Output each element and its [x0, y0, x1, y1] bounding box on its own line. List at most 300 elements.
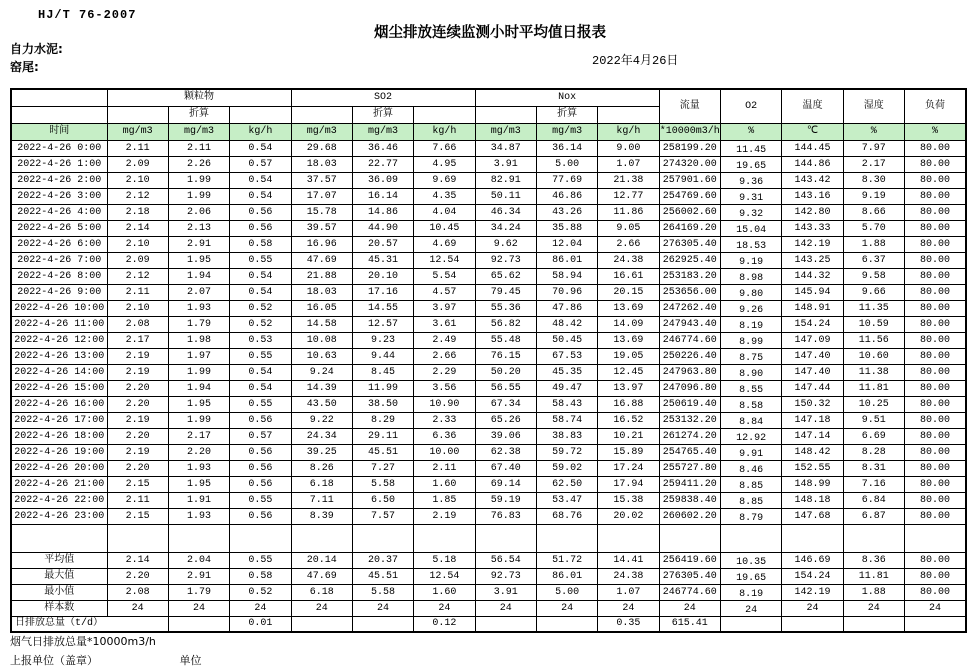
value-cell: 65.62 — [475, 268, 536, 284]
value-cell: 50.11 — [475, 188, 536, 204]
value-cell: 3.97 — [414, 300, 475, 316]
summary-value-cell: 24 — [168, 600, 229, 616]
value-cell: 76.15 — [475, 348, 536, 364]
value-cell: 0.54 — [230, 188, 291, 204]
value-cell: 58.43 — [536, 396, 597, 412]
value-cell: 259838.40 — [659, 492, 720, 508]
value-cell: 21.88 — [291, 268, 352, 284]
daily-total-value-cell — [536, 616, 597, 632]
value-cell: 47.69 — [291, 252, 352, 268]
table-row — [11, 236, 966, 252]
value-cell: 1.60 — [414, 476, 475, 492]
value-cell: 0.56 — [230, 444, 291, 460]
value-cell: 247963.80 — [659, 364, 720, 380]
table-row — [11, 412, 966, 428]
summary-value-cell: 20.14 — [291, 552, 352, 568]
value-cell: 0.57 — [230, 156, 291, 172]
daily-total-label: 日排放总量（t/d） — [11, 616, 168, 632]
value-cell: 2.66 — [598, 236, 659, 252]
value-cell: 4.57 — [414, 284, 475, 300]
corner-cell — [11, 89, 107, 106]
footer — [10, 633, 202, 668]
value-cell: 16.88 — [598, 396, 659, 412]
value-cell: 9.91 — [720, 444, 781, 460]
value-cell: 35.88 — [536, 220, 597, 236]
value-cell: 1.93 — [168, 460, 229, 476]
time-cell: 2022-4-26 7:00 — [11, 252, 107, 268]
value-cell: 48.42 — [536, 316, 597, 332]
value-cell: 9.66 — [843, 284, 904, 300]
value-cell: 17.94 — [598, 476, 659, 492]
value-cell: 2.09 — [107, 156, 168, 172]
value-cell: 9.58 — [843, 268, 904, 284]
time-cell: 2022-4-26 13:00 — [11, 348, 107, 364]
value-cell: 1.99 — [168, 412, 229, 428]
summary-value-cell: 11.81 — [843, 568, 904, 584]
time-cell: 2022-4-26 17:00 — [11, 412, 107, 428]
value-cell: 0.55 — [230, 252, 291, 268]
time-cell: 2022-4-26 19:00 — [11, 444, 107, 460]
value-cell: 80.00 — [904, 412, 966, 428]
time-cell: 2022-4-26 4:00 — [11, 204, 107, 220]
value-cell: 80.00 — [904, 140, 966, 156]
empty-cell — [720, 524, 781, 552]
value-cell: 55.48 — [475, 332, 536, 348]
value-cell: 246774.60 — [659, 332, 720, 348]
value-cell: 0.57 — [230, 428, 291, 444]
col-header-load: 负荷 — [904, 89, 966, 123]
value-cell: 77.69 — [536, 172, 597, 188]
value-cell: 3.91 — [475, 156, 536, 172]
value-cell: 80.00 — [904, 332, 966, 348]
value-cell: 6.37 — [843, 252, 904, 268]
value-cell: 9.80 — [720, 284, 781, 300]
value-cell: 8.98 — [720, 268, 781, 284]
value-cell: 0.55 — [230, 492, 291, 508]
value-cell: 1.07 — [598, 156, 659, 172]
summary-value-cell: 2.91 — [168, 568, 229, 584]
value-cell: 0.58 — [230, 236, 291, 252]
value-cell: 68.76 — [536, 508, 597, 524]
report-date: 2022年4月26日 — [592, 54, 679, 68]
value-cell: 2.17 — [843, 156, 904, 172]
time-cell: 2022-4-26 1:00 — [11, 156, 107, 172]
value-cell: 8.58 — [720, 396, 781, 412]
value-cell: 13.69 — [598, 332, 659, 348]
summary-value-cell: 6.18 — [291, 584, 352, 600]
time-cell: 2022-4-26 15:00 — [11, 380, 107, 396]
value-cell: 9.19 — [843, 188, 904, 204]
daily-total-value-cell — [352, 616, 413, 632]
summary-value-cell: 1.07 — [598, 584, 659, 600]
value-cell: 15.38 — [598, 492, 659, 508]
value-cell: 2.13 — [168, 220, 229, 236]
value-cell: 259411.20 — [659, 476, 720, 492]
table-row — [11, 204, 966, 220]
value-cell: 9.36 — [720, 172, 781, 188]
value-cell: 2.17 — [168, 428, 229, 444]
value-cell: 5.54 — [414, 268, 475, 284]
unit-cell: % — [904, 123, 966, 140]
value-cell: 7.27 — [352, 460, 413, 476]
summary-value-cell: 12.54 — [414, 568, 475, 584]
value-cell: 8.19 — [720, 316, 781, 332]
value-cell: 2.33 — [414, 412, 475, 428]
value-cell: 10.63 — [291, 348, 352, 364]
table-row — [11, 156, 966, 172]
unit-cell: mg/m3 — [352, 123, 413, 140]
value-cell: 2.29 — [414, 364, 475, 380]
summary-value-cell: 24 — [107, 600, 168, 616]
daily-total-value-cell: 0.12 — [414, 616, 475, 632]
value-cell: 2.19 — [107, 444, 168, 460]
value-cell: 1.94 — [168, 380, 229, 396]
summary-value-cell: 0.55 — [230, 552, 291, 568]
summary-value-cell: 56.54 — [475, 552, 536, 568]
value-cell: 59.72 — [536, 444, 597, 460]
value-cell: 4.69 — [414, 236, 475, 252]
time-cell: 2022-4-26 20:00 — [11, 460, 107, 476]
value-cell: 1.94 — [168, 268, 229, 284]
value-cell: 10.60 — [843, 348, 904, 364]
value-cell: 67.34 — [475, 396, 536, 412]
daily-total-value-cell — [843, 616, 904, 632]
time-cell: 2022-4-26 6:00 — [11, 236, 107, 252]
value-cell: 5.00 — [536, 156, 597, 172]
value-cell: 6.69 — [843, 428, 904, 444]
value-cell: 2.19 — [414, 508, 475, 524]
table-row — [11, 428, 966, 444]
empty-cell — [598, 106, 659, 123]
table-row — [11, 396, 966, 412]
value-cell: 8.85 — [720, 492, 781, 508]
unit-label: 单位 — [179, 654, 202, 667]
value-cell: 86.01 — [536, 252, 597, 268]
unit-cell: kg/h — [414, 123, 475, 140]
col-header-flow: 流量 — [659, 89, 720, 123]
summary-value-cell: 24 — [475, 600, 536, 616]
empty-cell — [11, 106, 107, 123]
value-cell: 145.94 — [782, 284, 843, 300]
value-cell: 2.11 — [107, 492, 168, 508]
summary-value-cell: 3.91 — [475, 584, 536, 600]
summary-value-cell: 8.36 — [843, 552, 904, 568]
value-cell: 80.00 — [904, 220, 966, 236]
value-cell: 1.97 — [168, 348, 229, 364]
summary-value-cell: 246774.60 — [659, 584, 720, 600]
time-cell: 2022-4-26 11:00 — [11, 316, 107, 332]
value-cell: 4.35 — [414, 188, 475, 204]
summary-value-cell: 8.19 — [720, 584, 781, 600]
value-cell: 147.44 — [782, 380, 843, 396]
summary-value-cell: 24 — [414, 600, 475, 616]
value-cell: 80.00 — [904, 364, 966, 380]
summary-label: 样本数 — [11, 600, 107, 616]
value-cell: 143.42 — [782, 172, 843, 188]
value-cell: 80.00 — [904, 396, 966, 412]
table-row — [11, 380, 966, 396]
table-row — [11, 268, 966, 284]
summary-value-cell: 24 — [291, 600, 352, 616]
value-cell: 10.08 — [291, 332, 352, 348]
daily-total-value-cell: 615.41 — [659, 616, 720, 632]
time-cell: 2022-4-26 12:00 — [11, 332, 107, 348]
daily-total-value-cell — [291, 616, 352, 632]
value-cell: 2.20 — [107, 428, 168, 444]
value-cell: 258199.20 — [659, 140, 720, 156]
table-row — [11, 508, 966, 524]
empty-cell — [414, 524, 475, 552]
value-cell: 144.45 — [782, 140, 843, 156]
value-cell: 12.04 — [536, 236, 597, 252]
summary-value-cell: 256419.60 — [659, 552, 720, 568]
value-cell: 247096.80 — [659, 380, 720, 396]
value-cell: 82.91 — [475, 172, 536, 188]
value-cell: 2.15 — [107, 508, 168, 524]
value-cell: 50.20 — [475, 364, 536, 380]
value-cell: 8.46 — [720, 460, 781, 476]
value-cell: 14.55 — [352, 300, 413, 316]
value-cell: 80.00 — [904, 380, 966, 396]
value-cell: 274320.00 — [659, 156, 720, 172]
table-header — [11, 89, 966, 140]
table-row — [11, 460, 966, 476]
value-cell: 44.90 — [352, 220, 413, 236]
summary-value-cell: 24 — [659, 600, 720, 616]
table-row — [11, 476, 966, 492]
value-cell: 253656.00 — [659, 284, 720, 300]
summary-value-cell: 51.72 — [536, 552, 597, 568]
col-header-o2: O2 — [720, 89, 781, 123]
value-cell: 22.77 — [352, 156, 413, 172]
value-cell: 18.03 — [291, 284, 352, 300]
value-cell: 8.84 — [720, 412, 781, 428]
value-cell: 9.26 — [720, 300, 781, 316]
flue-total-note: 烟气日排放总量*10000m3/h — [10, 635, 156, 648]
value-cell: 11.45 — [720, 140, 781, 156]
value-cell: 20.15 — [598, 284, 659, 300]
value-cell: 9.51 — [843, 412, 904, 428]
value-cell: 0.56 — [230, 476, 291, 492]
daily-total-value-cell: 0.01 — [230, 616, 291, 632]
value-cell: 147.68 — [782, 508, 843, 524]
value-cell: 144.32 — [782, 268, 843, 284]
value-cell: 62.50 — [536, 476, 597, 492]
value-cell: 142.19 — [782, 236, 843, 252]
value-cell: 9.32 — [720, 204, 781, 220]
value-cell: 29.11 — [352, 428, 413, 444]
empty-cell — [291, 524, 352, 552]
value-cell: 2.11 — [414, 460, 475, 476]
value-cell: 2.12 — [107, 268, 168, 284]
summary-value-cell: 5.00 — [536, 584, 597, 600]
value-cell: 29.68 — [291, 140, 352, 156]
value-cell: 45.35 — [536, 364, 597, 380]
summary-value-cell: 20.37 — [352, 552, 413, 568]
value-cell: 55.36 — [475, 300, 536, 316]
value-cell: 46.86 — [536, 188, 597, 204]
value-cell: 15.89 — [598, 444, 659, 460]
value-cell: 1.95 — [168, 396, 229, 412]
value-cell: 1.79 — [168, 316, 229, 332]
value-cell: 53.47 — [536, 492, 597, 508]
summary-value-cell: 1.60 — [414, 584, 475, 600]
value-cell: 147.40 — [782, 348, 843, 364]
table-row — [11, 316, 966, 332]
value-cell: 1.95 — [168, 252, 229, 268]
value-cell: 58.74 — [536, 412, 597, 428]
time-cell: 2022-4-26 9:00 — [11, 284, 107, 300]
value-cell: 19.05 — [598, 348, 659, 364]
summary-value-cell: 19.65 — [720, 568, 781, 584]
summary-value-cell: 2.20 — [107, 568, 168, 584]
summary-value-cell: 2.14 — [107, 552, 168, 568]
value-cell: 12.45 — [598, 364, 659, 380]
summary-value-cell: 24.38 — [598, 568, 659, 584]
summary-label: 平均值 — [11, 552, 107, 568]
value-cell: 16.96 — [291, 236, 352, 252]
daily-total-value-cell — [782, 616, 843, 632]
value-cell: 0.56 — [230, 460, 291, 476]
empty-cell — [107, 106, 168, 123]
value-cell: 2.19 — [107, 348, 168, 364]
value-cell: 144.86 — [782, 156, 843, 172]
summary-value-cell: 80.00 — [904, 584, 966, 600]
unit-cell: % — [720, 123, 781, 140]
summary-row — [11, 568, 966, 584]
value-cell: 45.51 — [352, 444, 413, 460]
value-cell: 56.55 — [475, 380, 536, 396]
group-header-particulate: 颗粒物 — [107, 89, 291, 106]
value-cell: 92.73 — [475, 252, 536, 268]
value-cell: 70.96 — [536, 284, 597, 300]
empty-cell — [536, 524, 597, 552]
value-cell: 0.54 — [230, 172, 291, 188]
value-cell: 2.06 — [168, 204, 229, 220]
value-cell: 0.55 — [230, 348, 291, 364]
summary-label: 最小值 — [11, 584, 107, 600]
time-cell: 2022-4-26 8:00 — [11, 268, 107, 284]
empty-cell — [598, 524, 659, 552]
value-cell: 2.49 — [414, 332, 475, 348]
value-cell: 80.00 — [904, 268, 966, 284]
value-cell: 46.34 — [475, 204, 536, 220]
value-cell: 142.80 — [782, 204, 843, 220]
group-header-row — [11, 89, 966, 106]
value-cell: 14.39 — [291, 380, 352, 396]
value-cell: 2.12 — [107, 188, 168, 204]
value-cell: 47.86 — [536, 300, 597, 316]
summary-value-cell: 47.69 — [291, 568, 352, 584]
value-cell: 14.58 — [291, 316, 352, 332]
value-cell: 260602.20 — [659, 508, 720, 524]
value-cell: 4.04 — [414, 204, 475, 220]
summary-value-cell: 86.01 — [536, 568, 597, 584]
value-cell: 0.52 — [230, 316, 291, 332]
value-cell: 0.54 — [230, 140, 291, 156]
value-cell: 80.00 — [904, 428, 966, 444]
value-cell: 2.26 — [168, 156, 229, 172]
empty-cell — [904, 524, 966, 552]
value-cell: 7.16 — [843, 476, 904, 492]
table-row — [11, 300, 966, 316]
unit-cell: % — [843, 123, 904, 140]
value-cell: 3.56 — [414, 380, 475, 396]
value-cell: 7.66 — [414, 140, 475, 156]
value-cell: 80.00 — [904, 188, 966, 204]
value-cell: 79.45 — [475, 284, 536, 300]
value-cell: 0.56 — [230, 204, 291, 220]
unit-cell: kg/h — [598, 123, 659, 140]
value-cell: 20.02 — [598, 508, 659, 524]
value-cell: 12.54 — [414, 252, 475, 268]
value-cell: 16.61 — [598, 268, 659, 284]
time-column-header: 时间 — [11, 123, 107, 140]
value-cell: 0.54 — [230, 380, 291, 396]
unit-cell: ℃ — [782, 123, 843, 140]
value-cell: 69.14 — [475, 476, 536, 492]
table-row — [11, 140, 966, 156]
value-cell: 10.00 — [414, 444, 475, 460]
value-cell: 2.14 — [107, 220, 168, 236]
empty-cell — [414, 106, 475, 123]
value-cell: 14.86 — [352, 204, 413, 220]
value-cell: 2.11 — [168, 140, 229, 156]
value-cell: 6.50 — [352, 492, 413, 508]
value-cell: 13.69 — [598, 300, 659, 316]
value-cell: 262925.40 — [659, 252, 720, 268]
converted-label-nox: 折算 — [536, 106, 597, 123]
monitoring-table — [10, 88, 967, 633]
value-cell: 1.93 — [168, 508, 229, 524]
value-cell: 6.18 — [291, 476, 352, 492]
empty-cell — [291, 106, 352, 123]
page-title: 烟尘排放连续监测小时平均值日报表 — [374, 25, 606, 41]
summary-value-cell: 24 — [782, 600, 843, 616]
time-cell: 2022-4-26 2:00 — [11, 172, 107, 188]
value-cell: 80.00 — [904, 492, 966, 508]
empty-cell — [782, 524, 843, 552]
value-cell: 250619.40 — [659, 396, 720, 412]
value-cell: 11.35 — [843, 300, 904, 316]
value-cell: 2.91 — [168, 236, 229, 252]
value-cell: 15.04 — [720, 220, 781, 236]
value-cell: 0.54 — [230, 364, 291, 380]
value-cell: 254769.60 — [659, 188, 720, 204]
value-cell: 12.92 — [720, 428, 781, 444]
value-cell: 7.57 — [352, 508, 413, 524]
summary-value-cell: 80.00 — [904, 552, 966, 568]
summary-row — [11, 552, 966, 568]
summary-value-cell: 24 — [598, 600, 659, 616]
value-cell: 67.53 — [536, 348, 597, 364]
value-cell: 34.24 — [475, 220, 536, 236]
daily-total-value-cell — [904, 616, 966, 632]
value-cell: 147.09 — [782, 332, 843, 348]
empty-cell — [843, 524, 904, 552]
value-cell: 36.09 — [352, 172, 413, 188]
value-cell: 10.45 — [414, 220, 475, 236]
value-cell: 1.98 — [168, 332, 229, 348]
converted-label-so2: 折算 — [352, 106, 413, 123]
summary-value-cell: 276305.40 — [659, 568, 720, 584]
daily-total-value-cell — [720, 616, 781, 632]
group-header-nox: Nox — [475, 89, 659, 106]
value-cell: 143.16 — [782, 188, 843, 204]
unit-cell: kg/h — [230, 123, 291, 140]
empty-cell — [11, 524, 107, 552]
table-row — [11, 364, 966, 380]
